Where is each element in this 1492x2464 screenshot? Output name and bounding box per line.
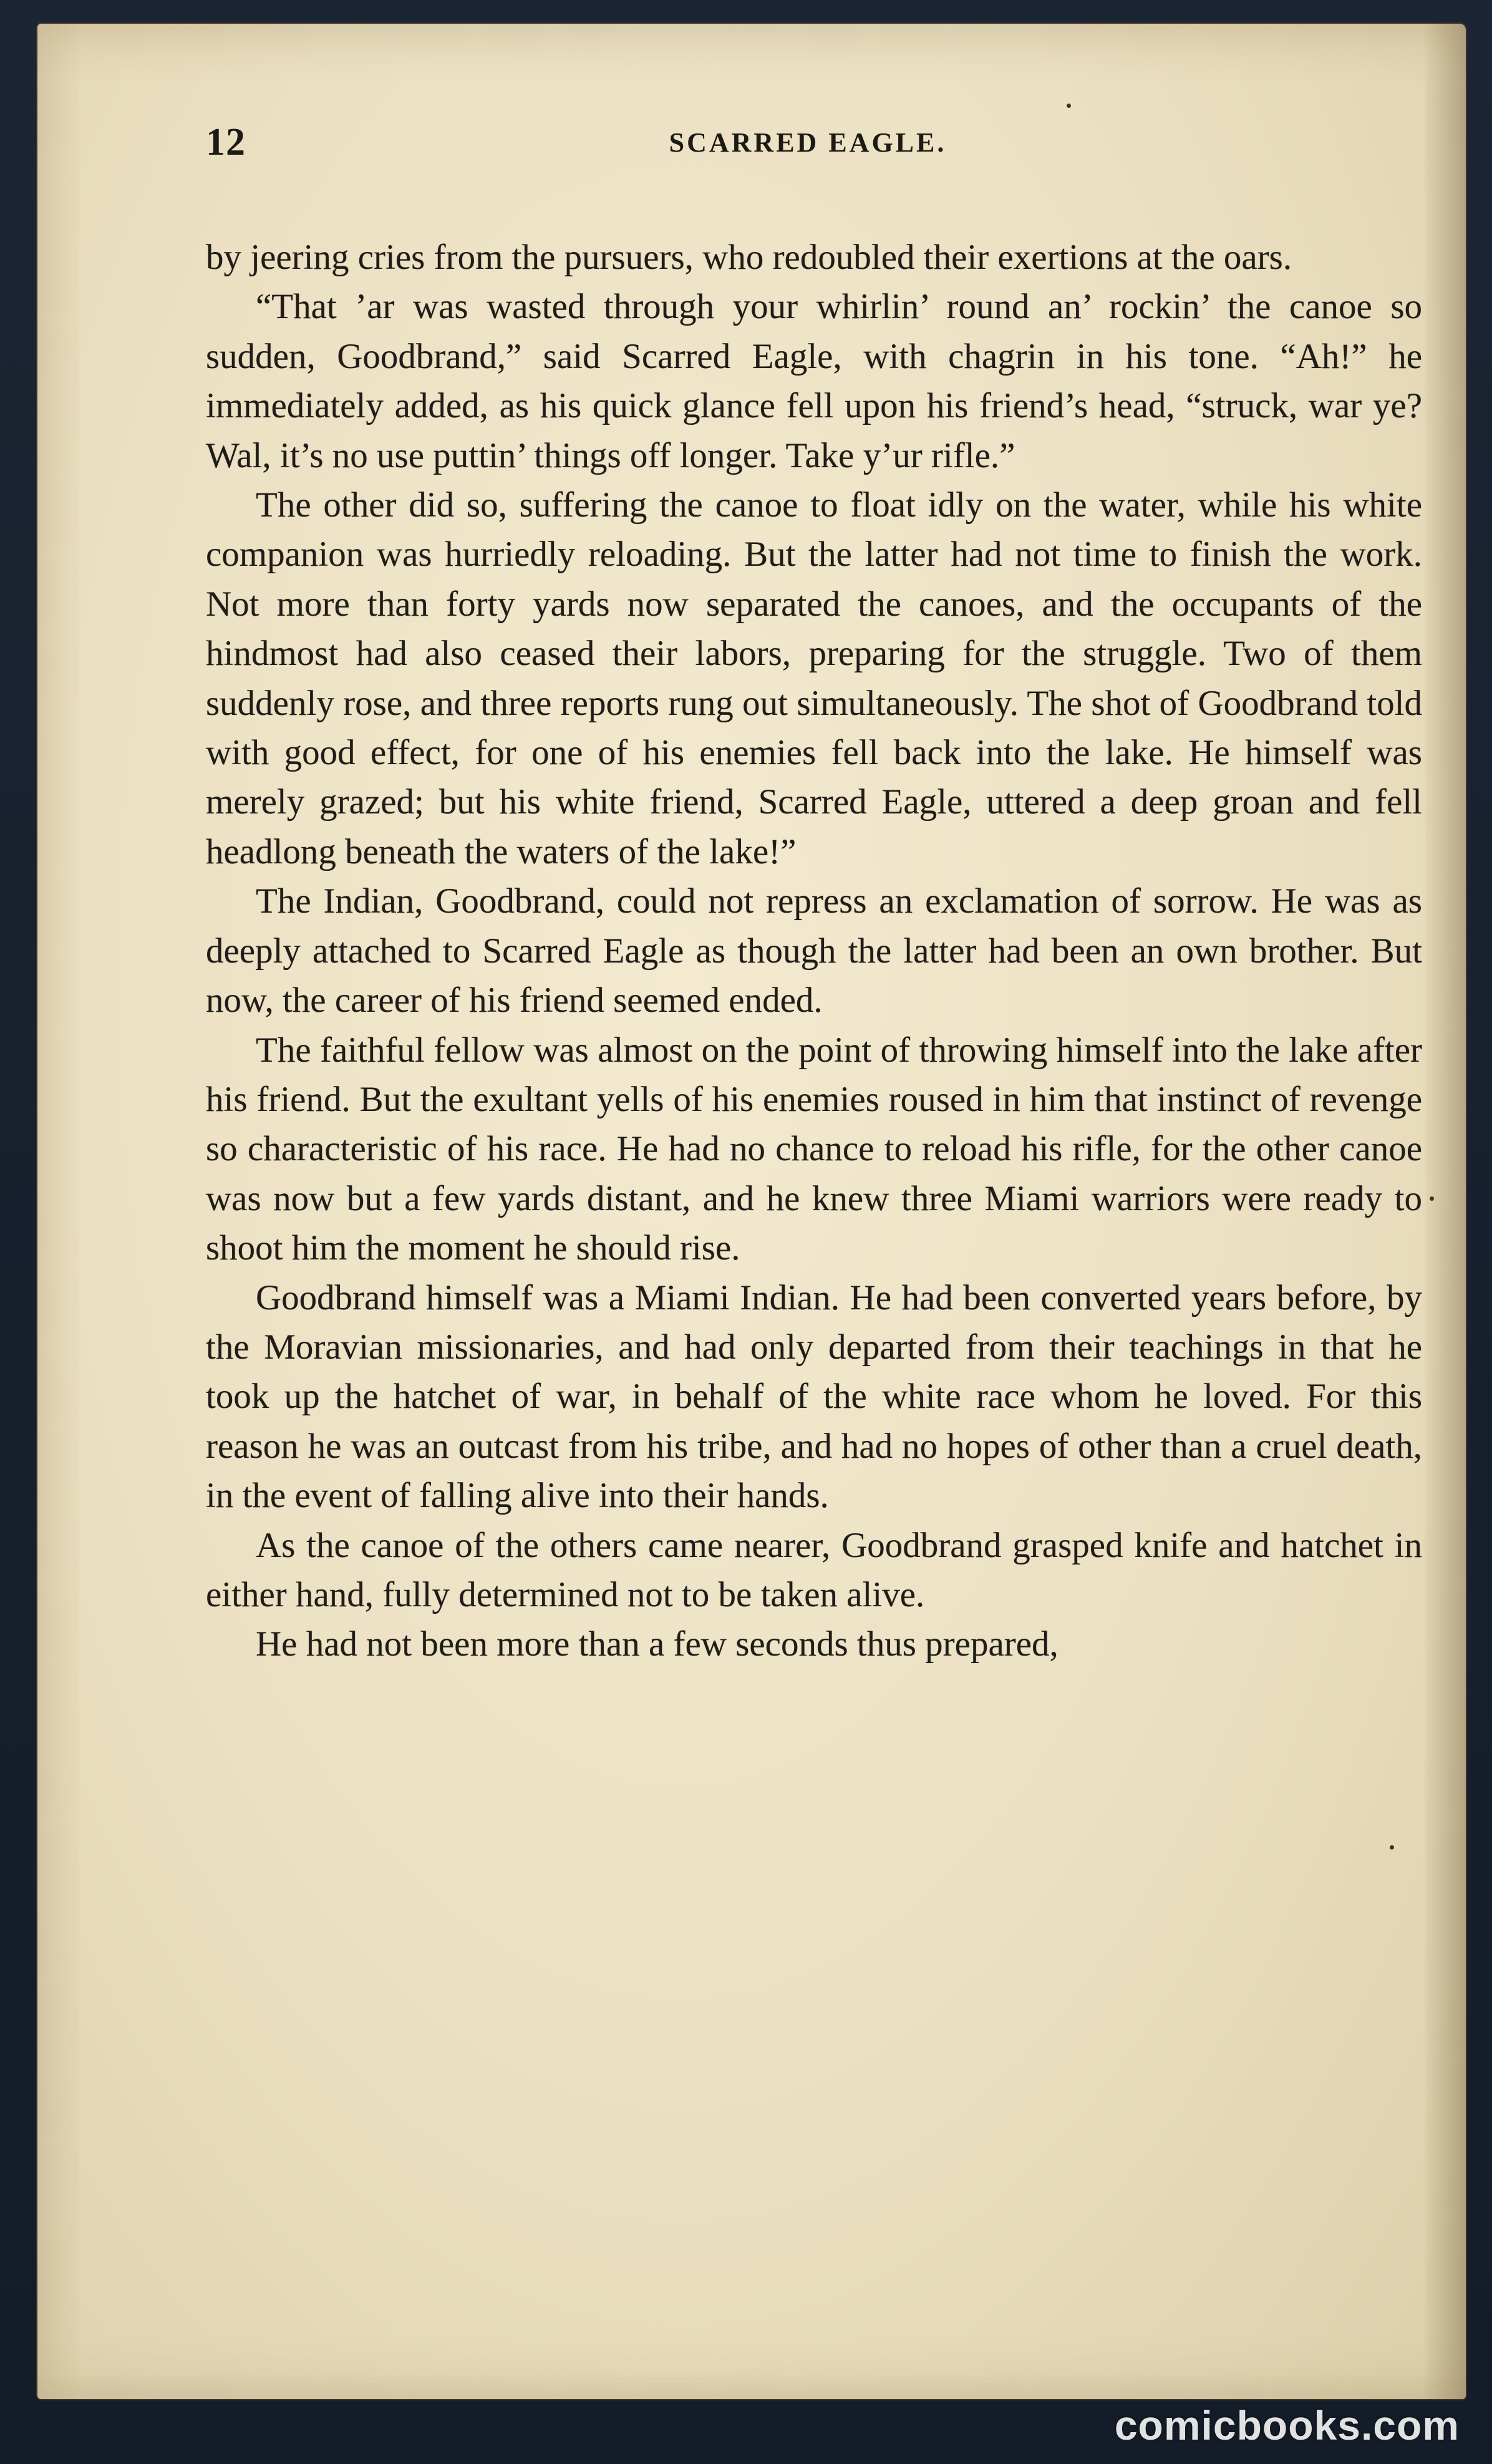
- page-number: 12: [206, 121, 246, 163]
- paragraph: The Indian, Goodbrand, could not repress an exclamation of sorrow. He was as deeply attached to Scarred Eagle as though the latter had been an own brother. But now, the career of his friend seemed ended.: [206, 881, 1422, 1021]
- paragraph: As the canoe of the others came nearer, Goodbrand grasped knife and hatchet in either hand, fully determined not to be taken alive.: [206, 1525, 1422, 1614]
- paragraph: The other did so, suffering the canoe to float idly on the water, while his white companion was hurriedly reloading. But the latter had not time to finish the work. Not more than forty yards now separated the canoes, and the occupants of the hindmost had also ceased their labors, preparing for the struggle. Two of them suddenly rose, and three reports rung out simultaneously. The shot of Goodbrand told with good effect, for one of his enemies fell back into the lake. He himself was merely grazed; but his white friend, Scarred Eagle, uttered a deep groan and fell headlong beneath the waters of the lake!”: [206, 485, 1422, 871]
- ink-speck: [1067, 104, 1071, 108]
- book-page: [37, 24, 1466, 2399]
- ink-speck: [1430, 1196, 1434, 1201]
- ink-speck: [1390, 1845, 1394, 1850]
- paragraph: The faithful fellow was almost on the point of throwing himself into the lake after his friend. But the exultant yells of his enemies roused in him that instinct of revenge so characteristic of his race. He had no chance to reload his rifle, for the other canoe was now but a few yards distant, and he knew three Miami warriors were ready to shoot him the moment he should rise.: [206, 1030, 1422, 1268]
- paragraph: “That ’ar was wasted through your whirlin’ round an’ rockin’ the canoe so sudden, Goodbrand,” said Scarred Eagle, with chagrin in his tone. “Ah!” he immediately added, as his quick glance fell upon his friend’s head, “struck, war ye? Wal, it’s no use puttin’ things off longer. Take y’ur rifle.”: [206, 287, 1422, 475]
- paragraph: He had not been more than a few seconds thus prepared,: [256, 1624, 1058, 1664]
- paragraph: by jeering cries from the pursuers, who redoubled their exertions at the oars.: [206, 238, 1292, 277]
- running-head: SCARRED EAGLE.: [669, 127, 947, 158]
- paragraph: Goodbrand himself was a Miami Indian. He had been converted years before, by the Moravian missionaries, and had only departed from their teachings in that he took up the hatchet of war, in behalf of the white race whom he loved. For this reason he was an outcast from his tribe, and had no hopes of other than a cruel death, in the event of falling alive into their hands.: [206, 1278, 1422, 1516]
- watermark: comicbooks.com: [1114, 2402, 1460, 2448]
- page-header: [206, 120, 1422, 177]
- body-text: [206, 233, 1422, 1669]
